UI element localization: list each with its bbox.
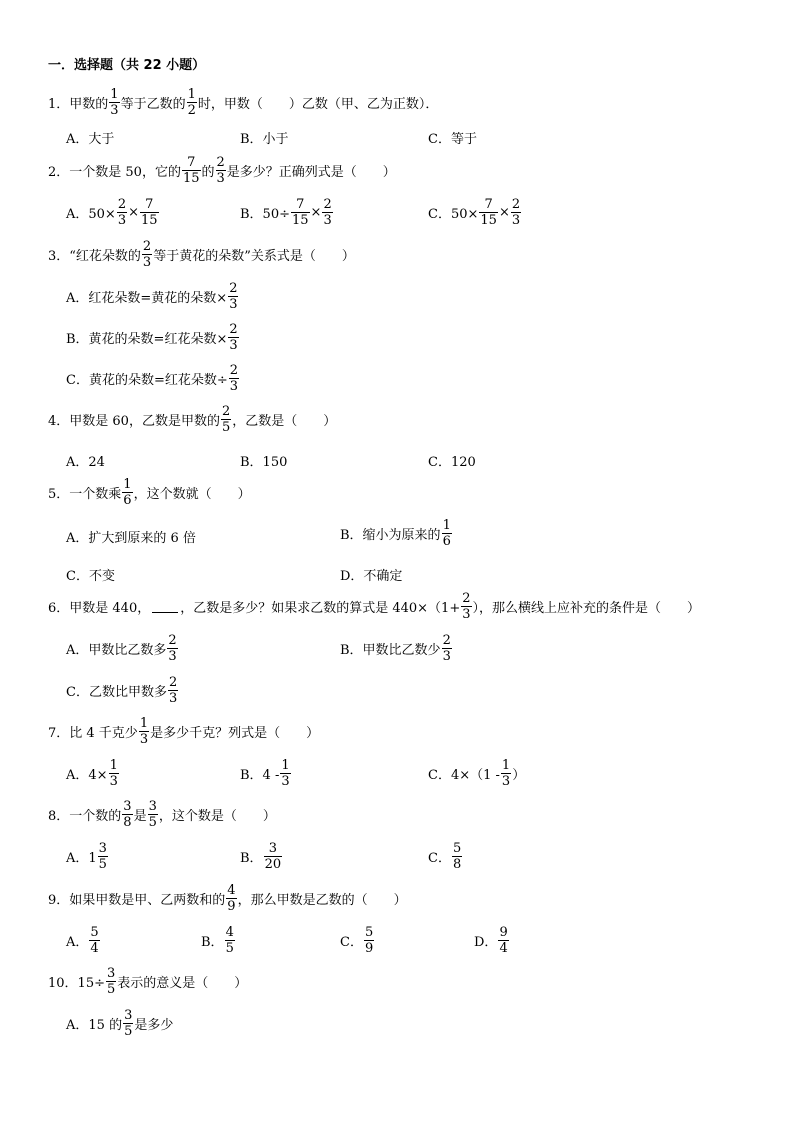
q5-option-d[interactable]: D．不确定 <box>340 569 403 584</box>
q6-fill-blank <box>152 600 178 613</box>
q9-option-c-fraction: $\frac{5}{9}$ <box>364 925 374 956</box>
q4-text-a: 4．甲数是 60，乙数是甲数的 <box>48 414 220 429</box>
q2-fraction-2: $\frac{2}{3}$ <box>216 155 225 186</box>
q1-option-a[interactable]: A．大于 <box>66 132 115 147</box>
q1-text-b: 等于乙数的 <box>120 97 186 112</box>
q9-fraction-1: $\frac{4}{9}$ <box>227 883 236 914</box>
q8-option-a[interactable]: A．1 $\frac{3}{5}$ <box>66 841 107 872</box>
q2-option-c-fraction-1: $\frac{7}{15}$ <box>480 197 497 228</box>
q8-option-c-fraction: $\frac{5}{8}$ <box>452 841 462 872</box>
q3-text-a: 3．“红花朵数的 <box>48 249 141 264</box>
q4-fraction-1: $\frac{2}{5}$ <box>221 404 231 435</box>
question-6 <box>48 592 700 621</box>
question-7 <box>48 717 319 746</box>
q5-text-a: 5．一个数乘 <box>48 487 122 502</box>
q2-option-b-fraction-1: $\frac{7}{15}$ <box>292 197 309 228</box>
section-title: 一．选择题（共 22 小题） <box>48 58 206 73</box>
q8-fraction-2: $\frac{3}{5}$ <box>148 799 157 830</box>
q7-text-b: 是多少千克？列式是（ ） <box>150 726 320 741</box>
q7-option-c-fraction: $\frac{1}{3}$ <box>501 758 511 789</box>
q8-text-b: 是 <box>133 809 147 824</box>
q6-text-b: ，乙数是多少？如果求乙数的算式是 440×（1+ <box>180 601 461 616</box>
q3-fraction-1: $\frac{2}{3}$ <box>142 239 152 270</box>
q6-option-b-fraction: $\frac{2}{3}$ <box>442 633 451 664</box>
q5-option-a[interactable]: A．扩大到原来的 6 倍 <box>66 531 196 546</box>
q5-option-b[interactable]: B．缩小为原来的 $\frac{1}{6}$ <box>340 518 451 549</box>
q3-option-a[interactable]: A．红花朵数=黄花的朵数× $\frac{2}{3}$ <box>66 281 238 312</box>
q9-text-a: 9．如果甲数是甲、乙两数和的 <box>48 893 226 908</box>
q3-option-a-fraction: $\frac{2}{3}$ <box>229 281 238 312</box>
q8-text-a: 8．一个数的 <box>48 809 122 824</box>
q1-fraction-1: $\frac{1}{3}$ <box>110 87 119 118</box>
q2-option-b-fraction-2: $\frac{2}{3}$ <box>323 197 332 228</box>
q2-option-c-fraction-2: $\frac{2}{3}$ <box>511 197 521 228</box>
q2-option-a[interactable]: A．50× $\frac{2}{3}$ × $\frac{7}{15}$ <box>66 197 158 228</box>
q2-option-a-fraction-1: $\frac{2}{3}$ <box>117 197 127 228</box>
q1-option-c[interactable]: C．等于 <box>428 132 477 147</box>
q8-option-b-fraction: $\frac{3}{20}$ <box>264 841 282 872</box>
q2-text-c: 是多少？正确列式是（ ） <box>226 165 396 180</box>
q7-option-b-fraction: $\frac{1}{3}$ <box>281 758 290 789</box>
question-2 <box>48 156 396 185</box>
question-3 <box>48 240 355 269</box>
q9-option-a-fraction: $\frac{5}{4}$ <box>90 925 99 956</box>
q9-option-b[interactable]: B． $\frac{4}{5}$ <box>201 925 234 956</box>
q9-option-d[interactable]: D． $\frac{9}{4}$ <box>474 925 508 956</box>
q7-option-b[interactable]: B．4 - $\frac{1}{3}$ <box>240 758 290 789</box>
q9-option-c[interactable]: C． $\frac{5}{9}$ <box>340 925 374 956</box>
q7-text-a: 7．比 4 千克少 <box>48 726 138 741</box>
q8-option-c[interactable]: C． $\frac{5}{8}$ <box>428 841 462 872</box>
q3-text-b: 等于黄花的朵数”关系式是（ ） <box>153 249 355 264</box>
q10-text-b: 表示的意义是（ ） <box>117 976 248 991</box>
q9-option-d-fraction: $\frac{9}{4}$ <box>499 925 508 956</box>
q2-option-c[interactable]: C．50× $\frac{7}{15}$ × $\frac{2}{3}$ <box>428 197 521 228</box>
question-5 <box>48 478 251 507</box>
q3-option-b[interactable]: B．黄花的朵数=红花朵数× $\frac{2}{3}$ <box>66 322 238 353</box>
q5-option-c[interactable]: C．不变 <box>66 569 115 584</box>
q4-option-a[interactable]: A．24 <box>66 455 105 470</box>
q3-option-b-fraction: $\frac{2}{3}$ <box>229 322 238 353</box>
question-10 <box>48 967 247 996</box>
q8-option-a-fraction: $\frac{3}{5}$ <box>98 841 107 872</box>
q2-option-b[interactable]: B．50÷ $\frac{7}{15}$ × $\frac{2}{3}$ <box>240 197 332 228</box>
question-4 <box>48 405 336 434</box>
q5-fraction-1: $\frac{1}{6}$ <box>123 477 132 508</box>
q7-option-a[interactable]: A．4× $\frac{1}{3}$ <box>66 758 118 789</box>
q6-option-a-fraction: $\frac{2}{3}$ <box>168 633 177 664</box>
q1-text-c: 时，甲数（ ）乙数（甲、乙为正数）． <box>197 97 439 112</box>
q8-option-b[interactable]: B． $\frac{3}{20}$ <box>240 841 282 872</box>
q6-text-c: ），那么横线上应补充的条件是（ ） <box>472 601 701 616</box>
q2-fraction-1: $\frac{7}{15}$ <box>182 155 200 186</box>
q6-option-c[interactable]: C．乙数比甲数多 $\frac{2}{3}$ <box>66 675 178 706</box>
q10-option-a[interactable]: A．15 的 $\frac{3}{5}$ 是多少 <box>66 1008 174 1039</box>
q9-option-a[interactable]: A． $\frac{5}{4}$ <box>66 925 99 956</box>
q10-option-a-fraction: $\frac{3}{5}$ <box>124 1008 133 1039</box>
q2-text-b: 的 <box>201 165 215 180</box>
q1-option-b[interactable]: B．小于 <box>240 132 289 147</box>
q5-text-b: ，这个数就（ ） <box>133 487 251 502</box>
q6-option-a[interactable]: A．甲数比乙数多 $\frac{2}{3}$ <box>66 633 177 664</box>
q3-option-c-fraction: $\frac{2}{3}$ <box>229 363 239 394</box>
q1-text-a: 1．甲数的 <box>48 97 109 112</box>
q7-option-c[interactable]: C．4×（1 - $\frac{1}{3}$ ） <box>428 758 526 789</box>
q2-option-a-fraction-2: $\frac{7}{15}$ <box>141 197 158 228</box>
q9-text-b: ，那么甲数是乙数的（ ） <box>237 893 407 908</box>
q6-option-c-fraction: $\frac{2}{3}$ <box>168 675 178 706</box>
q6-fraction-1: $\frac{2}{3}$ <box>462 591 471 622</box>
question-8 <box>48 800 276 829</box>
q2-text-a: 2．一个数是 50，它的 <box>48 165 181 180</box>
q8-text-c: ，这个数是（ ） <box>158 809 276 824</box>
q10-fraction-1: $\frac{3}{5}$ <box>106 966 116 997</box>
q7-option-a-fraction: $\frac{1}{3}$ <box>109 758 118 789</box>
q4-option-c[interactable]: C．120 <box>428 455 476 470</box>
q4-option-b[interactable]: B．150 <box>240 455 288 470</box>
q7-fraction-1: $\frac{1}{3}$ <box>139 716 149 747</box>
q1-fraction-2: $\frac{1}{2}$ <box>187 87 196 118</box>
q6-option-b[interactable]: B．甲数比乙数少 $\frac{2}{3}$ <box>340 633 451 664</box>
q8-fraction-1: $\frac{3}{8}$ <box>123 799 132 830</box>
q10-text-a: 10．15÷ <box>48 976 105 991</box>
q5-option-b-fraction: $\frac{1}{6}$ <box>442 518 451 549</box>
q4-text-b: ，乙数是（ ） <box>232 414 337 429</box>
q9-option-b-fraction: $\frac{4}{5}$ <box>225 925 234 956</box>
q3-option-c[interactable]: C．黄花的朵数=红花朵数÷ $\frac{2}{3}$ <box>66 363 239 394</box>
question-1 <box>48 88 438 117</box>
question-9 <box>48 884 407 913</box>
q6-text-a: 6．甲数是 440， <box>48 601 151 616</box>
